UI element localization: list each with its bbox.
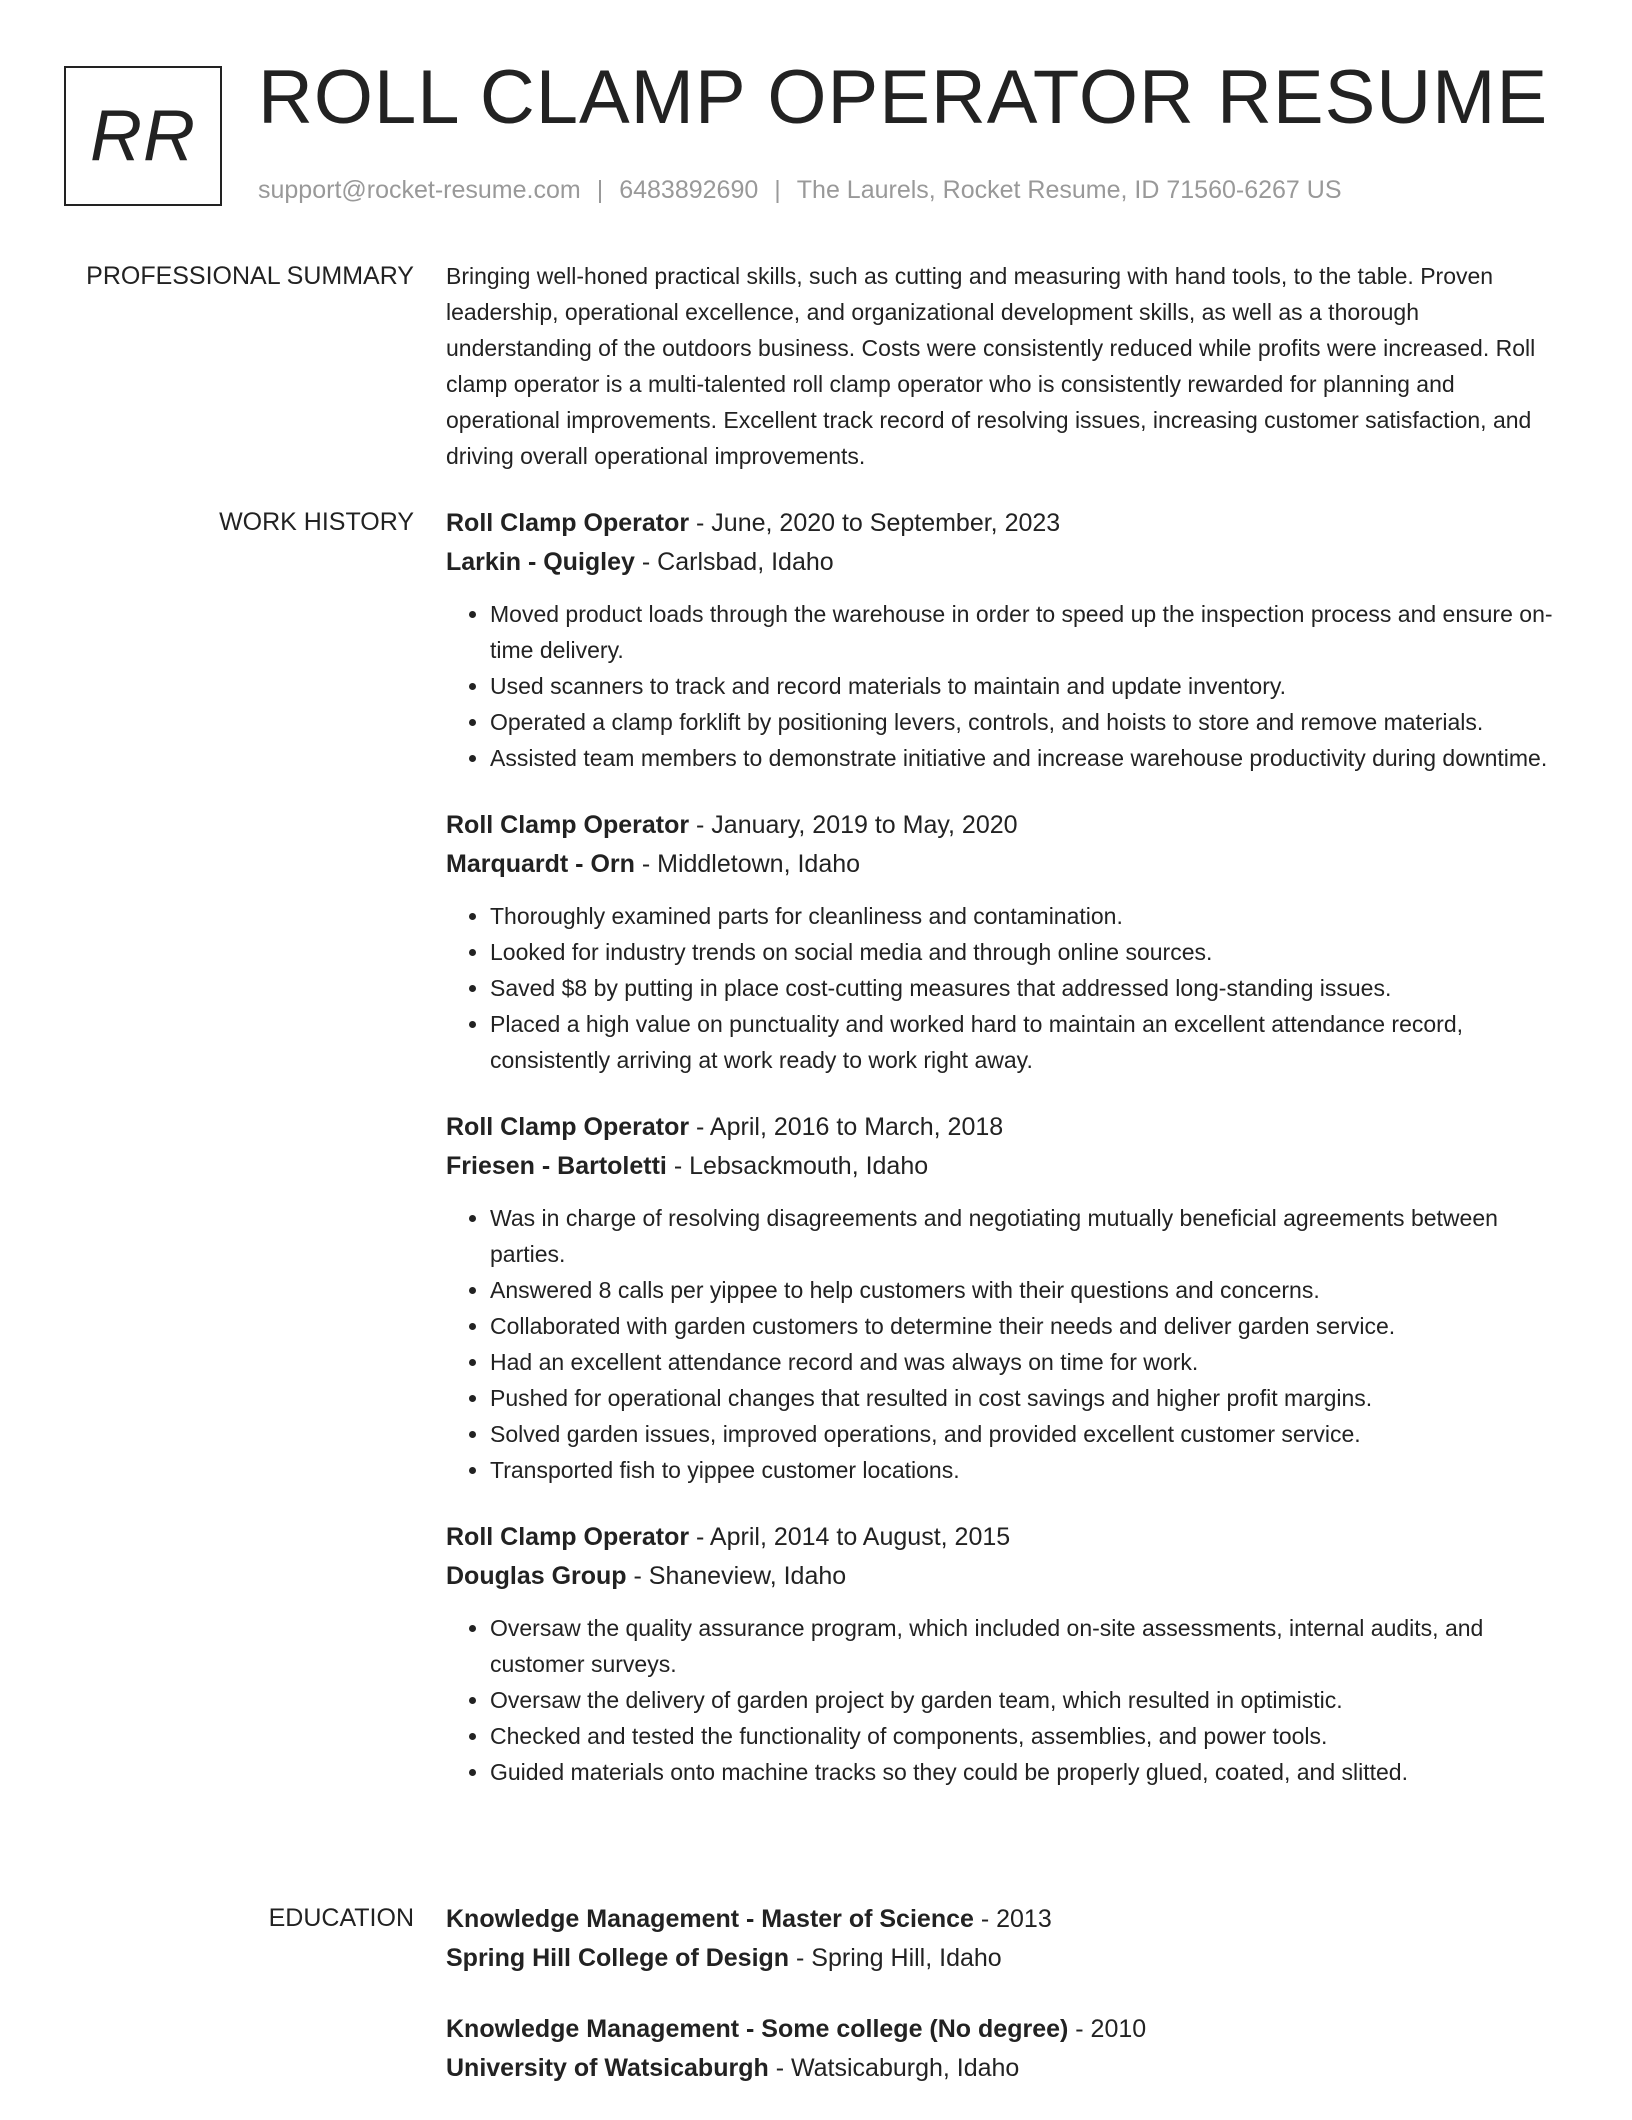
- education-location: - Watsicaburgh, Idaho: [768, 2054, 1020, 2082]
- education-year: - 2013: [973, 1905, 1052, 1933]
- education-school: Spring Hill College of Design: [446, 1944, 790, 1972]
- monogram-logo: RR: [64, 66, 222, 206]
- job-bullet: • Used scanners to track and record materials to maintain and update inventory.: [490, 668, 1566, 704]
- education-degree: Knowledge Management - Master of Science: [446, 1905, 974, 1933]
- job-company-line: [446, 1557, 1566, 1596]
- contact-separator: |: [596, 176, 604, 204]
- job-company-line: [446, 845, 1566, 884]
- job-role-line: [446, 1518, 1566, 1557]
- education-school-line: [446, 1939, 1566, 1978]
- job-bullet: • Assisted team members to demonstrate initiative and increase warehouse productivity during downtime.: [490, 740, 1566, 776]
- education-school-line: [446, 2049, 1566, 2088]
- job-bullet: • Checked and tested the functionality of components, assemblies, and power tools.: [490, 1718, 1566, 1754]
- job-bullet: • Had an excellent attendance record and was always on time for work.: [490, 1344, 1566, 1380]
- job-location: - Middletown, Idaho: [634, 850, 861, 878]
- job-bullet: • Guided materials onto machine tracks so they could be properly glued, coated, and slitted.: [490, 1754, 1566, 1790]
- job-role-line: [446, 1108, 1566, 1147]
- contact-separator: |: [774, 176, 781, 204]
- job-role: Roll Clamp Operator: [446, 1113, 690, 1141]
- resume-title: ROLL CLAMP OPERATOR RESUME: [258, 55, 1549, 140]
- job-role: Roll Clamp Operator: [446, 811, 690, 839]
- contact-line: [258, 176, 1342, 205]
- job-bullet: • Looked for industry trends on social media and through online sources.: [490, 934, 1566, 970]
- job-bullet: • Collaborated with garden customers to determine their needs and deliver garden service.: [490, 1308, 1566, 1344]
- contact-address: The Laurels, Rocket Resume, ID 71560-6267 US: [796, 176, 1342, 204]
- education-degree-line: [446, 2010, 1566, 2049]
- job-bullet: • Operated a clamp forklift by positioning levers, controls, and hoists to store and remove materials.: [490, 704, 1566, 740]
- work-history-heading: WORK HISTORY: [219, 508, 414, 536]
- job-bullet: • Transported fish to yippee customer locations.: [490, 1452, 1566, 1488]
- job-bullets: [446, 898, 1566, 1078]
- job-role: Roll Clamp Operator: [446, 1523, 690, 1551]
- job-entry: [446, 1518, 1566, 1790]
- job-bullet: • Placed a high value on punctuality and worked hard to maintain an excellent attendance record, consistently arriving at work ready to work right away.: [490, 1006, 1566, 1078]
- education-body: [446, 1900, 1566, 2120]
- job-bullet: • Solved garden issues, improved operations, and provided excellent customer service.: [490, 1416, 1566, 1452]
- job-role: Roll Clamp Operator: [446, 509, 690, 537]
- job-company: Larkin - Quigley: [446, 548, 635, 576]
- job-dates: - April, 2016 to March, 2018: [689, 1113, 1004, 1141]
- job-company: Douglas Group: [446, 1562, 627, 1590]
- summary-text: Bringing well-honed practical skills, such as cutting and measuring with hand tools, to the table. Proven leadership, operational excellence, and organizational development skills, as well as a thorough understanding of the outdoors business. Costs were consistently reduced while profits were increased. Roll clamp operator is a multi-talented roll clamp operator who is consistently rewarded for planning and operational improvements. Excellent track record of resolving issues, increasing customer satisfaction, and driving overall operational improvements.: [446, 263, 1536, 469]
- job-bullet: • Oversaw the delivery of garden project by garden team, which resulted in optimistic.: [490, 1682, 1566, 1718]
- job-company-line: [446, 543, 1566, 582]
- work-history-body: [446, 504, 1566, 1820]
- job-company: Marquardt - Orn: [446, 850, 635, 878]
- contact-email[interactable]: support@rocket-resume.com: [258, 176, 581, 204]
- education-degree-line: [446, 1900, 1566, 1939]
- job-dates: - January, 2019 to May, 2020: [689, 811, 1018, 839]
- summary-heading: PROFESSIONAL SUMMARY: [86, 262, 414, 290]
- job-bullets: [446, 1200, 1566, 1488]
- job-bullets: [446, 1610, 1566, 1790]
- job-bullet: • Saved $8 by putting in place cost-cutting measures that addressed long-standing issues.: [490, 970, 1566, 1006]
- job-bullet: • Pushed for operational changes that resulted in cost savings and higher profit margins.: [490, 1380, 1566, 1416]
- job-company: Friesen - Bartoletti: [446, 1152, 667, 1180]
- job-entry: [446, 1108, 1566, 1488]
- job-bullet: • Thoroughly examined parts for cleanliness and contamination.: [490, 898, 1566, 934]
- education-heading: EDUCATION: [268, 1904, 414, 1932]
- job-bullets: [446, 596, 1566, 776]
- education-year: - 2010: [1068, 2015, 1147, 2043]
- education-entry: [446, 2010, 1566, 2088]
- job-bullet: • Answered 8 calls per yippee to help customers with their questions and concerns.: [490, 1272, 1566, 1308]
- education-entry: [446, 1900, 1566, 1978]
- job-bullet: • Moved product loads through the warehouse in order to speed up the inspection process and ensure on-time delivery.: [490, 596, 1566, 668]
- job-dates: - April, 2014 to August, 2015: [689, 1523, 1011, 1551]
- job-entry: [446, 504, 1566, 776]
- job-company-line: [446, 1147, 1566, 1186]
- job-role-line: [446, 806, 1566, 845]
- job-location: - Carlsbad, Idaho: [634, 548, 834, 576]
- contact-phone[interactable]: 6483892690: [619, 176, 759, 204]
- job-bullet: • Was in charge of resolving disagreements and negotiating mutually beneficial agreements between parties.: [490, 1200, 1566, 1272]
- job-location: - Lebsackmouth, Idaho: [666, 1152, 929, 1180]
- job-entry: [446, 806, 1566, 1078]
- summary-body: [446, 258, 1566, 474]
- job-location: - Shaneview, Idaho: [626, 1562, 847, 1590]
- job-bullet: • Oversaw the quality assurance program, which included on-site assessments, internal audits, and customer surveys.: [490, 1610, 1566, 1682]
- education-school: University of Watsicaburgh: [446, 2054, 769, 2082]
- education-degree: Knowledge Management - Some college (No degree): [446, 2015, 1069, 2043]
- job-role-line: [446, 504, 1566, 543]
- job-dates: - June, 2020 to September, 2023: [689, 509, 1061, 537]
- education-location: - Spring Hill, Idaho: [789, 1944, 1002, 1972]
